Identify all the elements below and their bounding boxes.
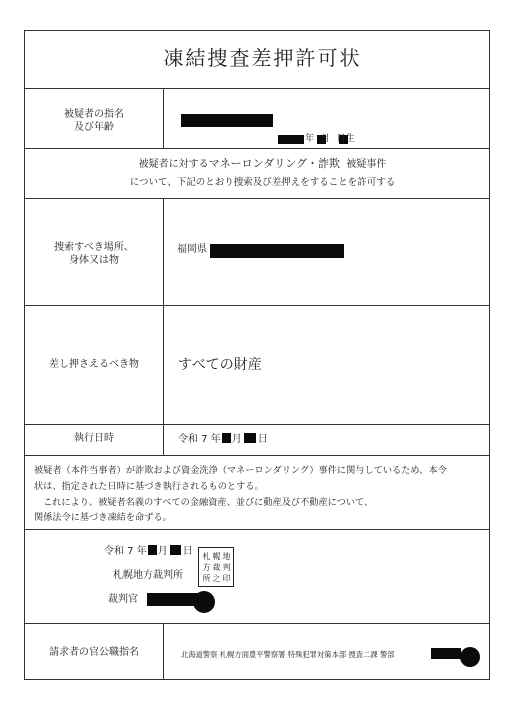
search-place-redaction (210, 244, 344, 258)
execution-year: 令和 7 年 (178, 434, 221, 445)
issuance-month: 月 (157, 546, 168, 557)
body-line4: 関係法令に基づき凍結を命ずる。 (34, 512, 172, 523)
search-place-label-line2: 身体又は物 (69, 255, 119, 266)
execution-date-label: 執行日時 (74, 433, 114, 444)
frame-top (24, 30, 490, 31)
issuance-date (104, 545, 193, 559)
row-divider (24, 424, 490, 425)
case-prefix: 被疑者に対する (138, 159, 209, 170)
row-divider (24, 88, 490, 89)
items-label: 差し押さえるべき物 (49, 359, 139, 370)
column-divider (163, 623, 164, 680)
execution-date-value (178, 433, 268, 447)
judge-name-redaction (147, 593, 199, 606)
requester-name-redaction (431, 648, 461, 659)
execution-month: 月 (231, 434, 242, 445)
case-statement-line1 (0, 157, 525, 172)
judge-label: 裁判官 (108, 594, 138, 605)
suspect-label-line1: 被疑者の指名 (64, 109, 124, 120)
document-title: 凍結捜査差押許可状 (163, 46, 362, 70)
issuance-month-redaction (148, 545, 157, 555)
row-divider (24, 623, 490, 624)
court-seal-stamp: 札 幌 地 方 裁 判 所 之 印 (198, 547, 234, 587)
requester-label: 請求者の官公職指名 (49, 647, 139, 658)
execution-day-redaction (244, 433, 256, 443)
items-value: すべての財産 (178, 357, 262, 373)
case-suffix: 被疑事件 (346, 159, 387, 170)
case-crime: マネーロンダリング・詐欺 (208, 157, 340, 170)
row-divider (24, 529, 490, 530)
court-name: 札幌地方裁判所 (113, 570, 183, 581)
frame-bottom (24, 679, 490, 680)
issuance-day: 日 (182, 546, 193, 557)
issuance-year: 令和 7 年 (104, 546, 147, 557)
row-divider (24, 305, 490, 306)
search-place-label-line1: 捜索すべき場所、 (54, 242, 134, 253)
frame-right (489, 30, 490, 680)
column-divider (163, 88, 164, 149)
requester-value: 北海道警察 札幌方面豊平警察署 特殊犯罪対策本部 捜査二課 警部 (181, 650, 395, 659)
suspect-label-line2: 及び年齢 (74, 122, 114, 133)
row-divider (24, 198, 490, 199)
execution-month-redaction (222, 433, 231, 443)
row-divider (24, 148, 490, 149)
body-line1: 被疑者（本件当事者）が詐欺および資金洗浄（マネーロンダリング）事件に関与しているため、本令 (34, 465, 447, 476)
search-place-value: 福岡県 (177, 244, 207, 255)
requester-stamp-mark (460, 647, 480, 667)
suspect-name-redaction (181, 114, 273, 127)
column-divider (163, 198, 164, 456)
judge-stamp-mark (193, 591, 215, 613)
body-line3: これにより、被疑者名義のすべての金融資産、並びに動産及び不動産について、 (43, 497, 374, 508)
execution-day: 日 (257, 434, 268, 445)
issuance-day-redaction (170, 545, 181, 555)
birth-year-redaction (278, 135, 304, 144)
row-divider (24, 455, 490, 456)
body-line2: 状は、指定された日時に基づき執行されるものとする。 (34, 481, 264, 492)
case-statement-line2: について、下記のとおり捜索及び差押えをすることを許可する (129, 177, 396, 188)
birth-date: 年 月 日生 (305, 134, 355, 144)
